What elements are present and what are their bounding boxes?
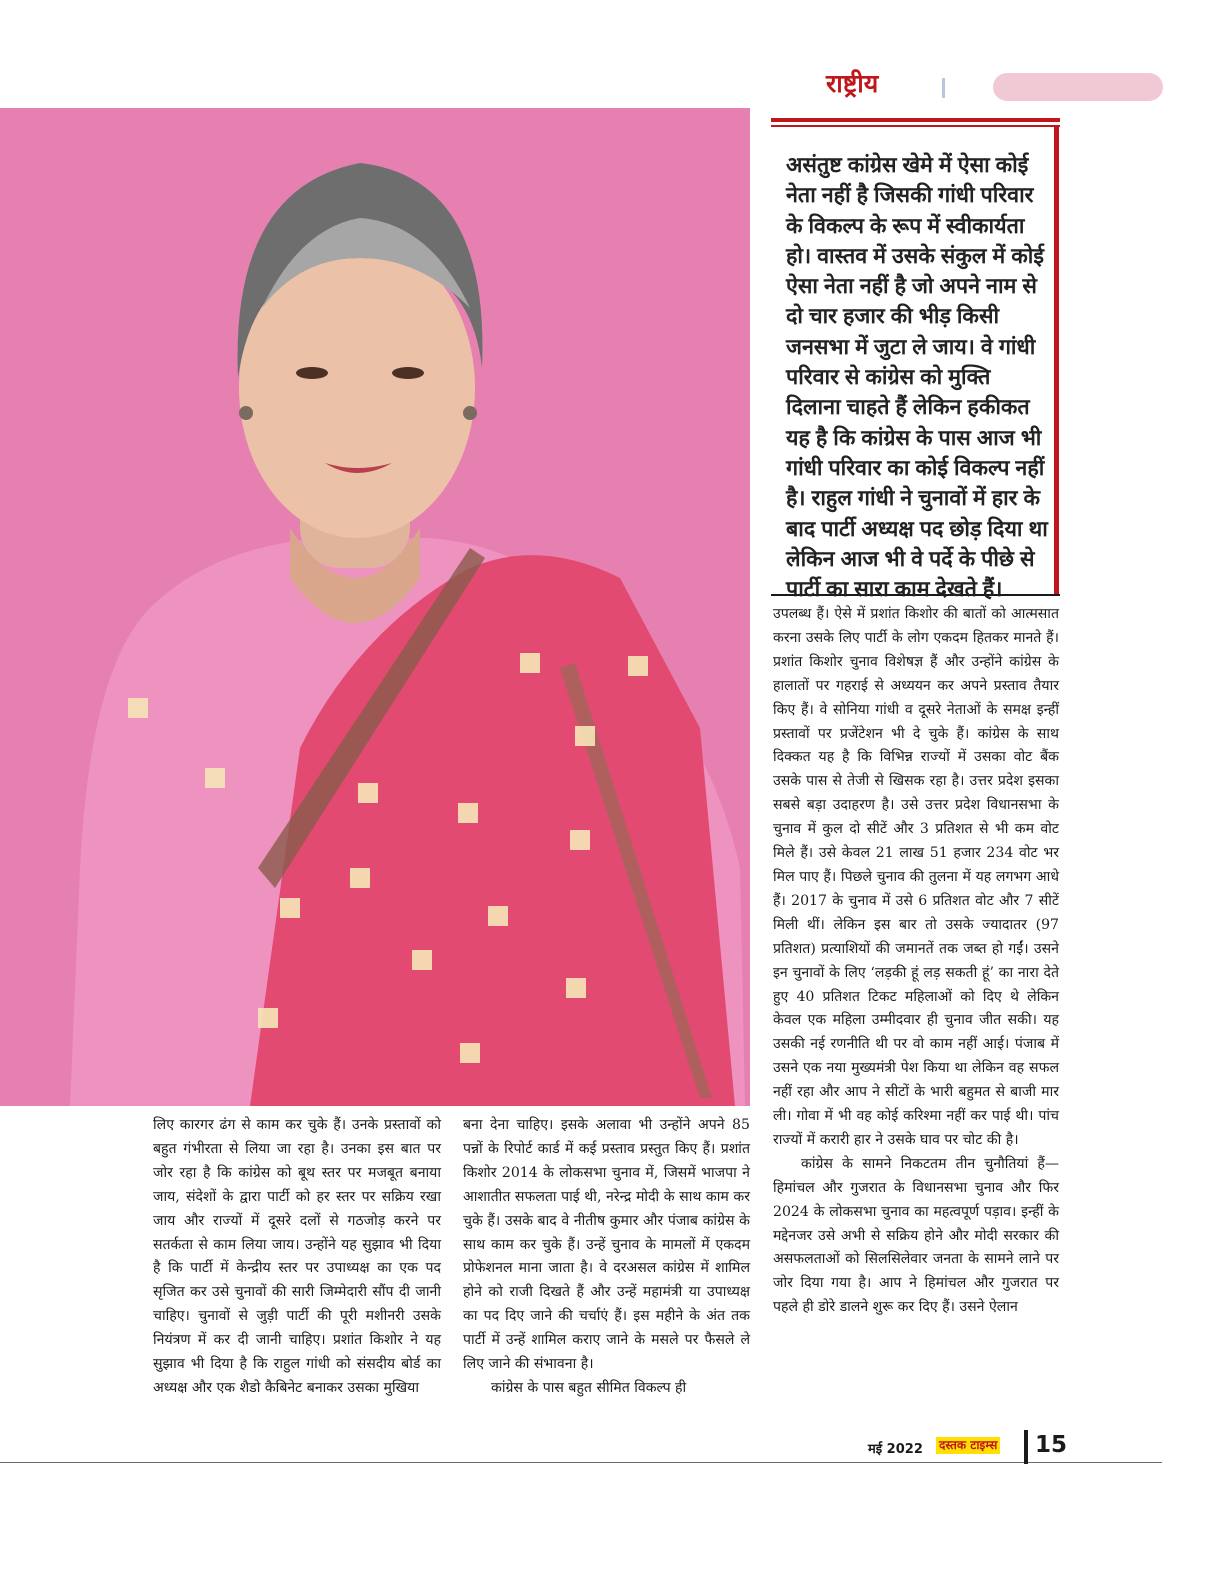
footer-rule bbox=[0, 1462, 1162, 1463]
article-paragraph: कांग्रेस के सामने निकटतम तीन चुनौतियां हैं— हिमांचल और गुजरात के विधानसभा चुनाव और फिर 2024 के लोकसभा चुनाव का महत्वपूर्ण पड़ाव। इन्हीं के मद्देनजर उसे अभी से सक्रिय होने और मोदी सरकार की असफलताओं को सिलसिलेवार जनता के सामने लाने पर जोर दिया गया है। आप ने हिमांचल और गुजरात पर पहले ही डोरे डालने शुरू कर दिए हैं। उसने ऐलान bbox=[773, 1155, 1059, 1316]
article-column-right bbox=[773, 603, 1059, 1320]
portrait-illustration bbox=[0, 108, 750, 1106]
article-paragraph: लिए कारगर ढंग से काम कर चुके हैं। उनके प्रस्तावों को बहुत गंभीरता से लिया जा रहा है। उनका इस बात पर जोर रहा है कि कांग्रेस को बूथ स्तर पर मजबूत बनाया जाय, संदेशों के द्वारा पार्टी को हर स्तर पर सक्रिय रखा जाय और राज्यों में दूसरे दलों से गठजोड़ करने पर सतर्कता से काम लिया जाय। उन्होंने यह सुझाव भी दिया है कि पार्टी में केन्द्रीय स्तर पर उपाध्यक्ष का एक पद सृजित कर उसे चुनावों की सारी जिम्मेदारी सौंप दी जानी चाहिए। चुनावों से जुड़ी पार्टी की पूरी मशीनरी उसके नियंत्रण में कर दी जानी चाहिए। प्रशांत किशोर ने यह सुझाव भी दिया है कि राहुल गांधी को संसदीय बोर्ड का अध्यक्ष और एक शैडो कैबिनेट बनाकर उसका मुखिया bbox=[153, 1117, 441, 1396]
article-paragraph: उपलब्ध हैं। ऐसे में प्रशांत किशोर की बातों को आत्मसात करना उसके लिए पार्टी के लोग एकदम हितकर मानते हैं। प्रशांत किशोर चुनाव विशेषज्ञ हैं और उन्होंने कांग्रेस के हालातों पर गहराई से अध्ययन कर अपने प्रस्ताव तैयार किए हैं। वे सोनिया गांधी व दूसरे नेताओं के समक्ष इन्हीं प्रस्तावों पर प्रजेंटेशन भी दे चुके हैं। कांग्रेस के साथ दिक्कत यह है कि विभिन्न राज्यों में उसका वोट बैंक उसके पास से तेजी से खिसक रहा है। उत्तर प्रदेश इसका सबसे बड़ा उदाहरण है। उसे उत्तर प्रदेश विधानसभा के चुनाव में कुल दो सीटें और 3 प्रतिशत से भी कम वोट मिले हैं। उसे केवल 21 लाख 51 हजार 234 वोट भर मिल पाए हैं। पिछले चुनाव की तुलना में यह लगभग आधे हैं। 2017 के चुनाव में उसे 6 प्रतिशत वोट और 7 सीटें मिली थीं। लेकिन इस बार तो उसके ज्यादातर (97 प्रतिशत) प्रत्याशियों की जमानतें तक जब्त हो गईं। उसने इन चुनावों के लिए ‘लड़की हूं लड़ सकती हूं’ का नारा देते हुए 40 प्रतिशत टिकट महिलाओं को दिए थे लेकिन केवल एक महिला उम्मीदवार ही चुनाव जीत सकी। यह उसकी नई रणनीति थी पर वो काम नहीं आई। पंजाब में उसने एक नया मुख्यमंत्री पेश किया था लेकिन वह सफल नहीं रहा और आप ने सीटों के भारी बहुमत से बाजी मार ली। गोवा में भी वह कोई करिश्मा नहीं कर पाई थी। पांच राज्यों में करारी हार ने उसके घाव पर चोट की है। bbox=[773, 606, 1059, 1148]
footer-date: मई 2022 bbox=[868, 1442, 923, 1457]
pull-quote: असंतुष्ट कांग्रेस खेमे में ऐसा कोई नेता नहीं है जिसकी गांधी परिवार के विकल्प के रूप में स्वीकार्यता हो। वास्तव में उसके संकुल में कोई ऐसा नेता नहीं है जो अपने नाम से दो चार हजार की भीड़ किसी जनसभा में जुटा ले जाय। वे गांधी परिवार से कांग्रेस को मुक्ति दिलाना चाहते हैं लेकिन हकीकत यह है कि कांग्रेस के पास आज भी गांधी परिवार का कोई विकल्प नहीं है। राहुल गांधी ने चुनावों में हार के बाद पार्टी अध्यक्ष पद छोड़ दिया था लेकिन आज भी वे पर्दे के पीछे से पार्टी का सारा काम देखते हैं। bbox=[786, 153, 1048, 602]
article-column-middle bbox=[463, 1114, 750, 1401]
header-divider bbox=[942, 78, 945, 98]
header-decoration-pill bbox=[993, 73, 1163, 101]
publication-logo: दस्तक टाइम्स bbox=[936, 1437, 1000, 1454]
article-column-left bbox=[153, 1114, 441, 1401]
article-paragraph: बना देना चाहिए। इसके अलावा भी उन्होंने अपने 85 पन्नों के रिपोर्ट कार्ड में कई प्रस्ताव प्रस्तुत किए हैं। प्रशांत किशोर 2014 के लोकसभा चुनाव में, जिसमें भाजपा ने आशातीत सफलता पाई थी, नरेन्द्र मोदी के साथ काम कर चुके हैं। उसके बाद वे नीतीष कुमार और पंजाब कांग्रेस के साथ काम कर चुके हैं। उन्हें चुनाव के मामलों में एकदम प्रोफेशनल माना जाता है। वे दरअसल कांग्रेस में शामिल होने को राजी दिखते हैं और उन्हें महामंत्री या उपाध्यक्ष का पद दिए जाने की चर्चाएं हैं। इस महीने के अंत तक पार्टी में उन्हें शामिल कराए जाने के मसले पर फैसले ले लिए जाने की संभावना है। bbox=[463, 1117, 750, 1373]
page-number: 15 bbox=[1035, 1432, 1068, 1458]
section-label: राष्ट्रीय bbox=[826, 69, 879, 98]
article-photo bbox=[0, 108, 750, 1106]
article-paragraph: कांग्रेस के पास बहुत सीमित विकल्प ही bbox=[491, 1379, 687, 1396]
footer-divider bbox=[1024, 1430, 1028, 1464]
pull-quote-rule-right bbox=[1054, 125, 1059, 595]
pull-quote-rule-top-thin bbox=[771, 125, 1060, 127]
pull-quote-rule-top bbox=[771, 118, 1060, 122]
